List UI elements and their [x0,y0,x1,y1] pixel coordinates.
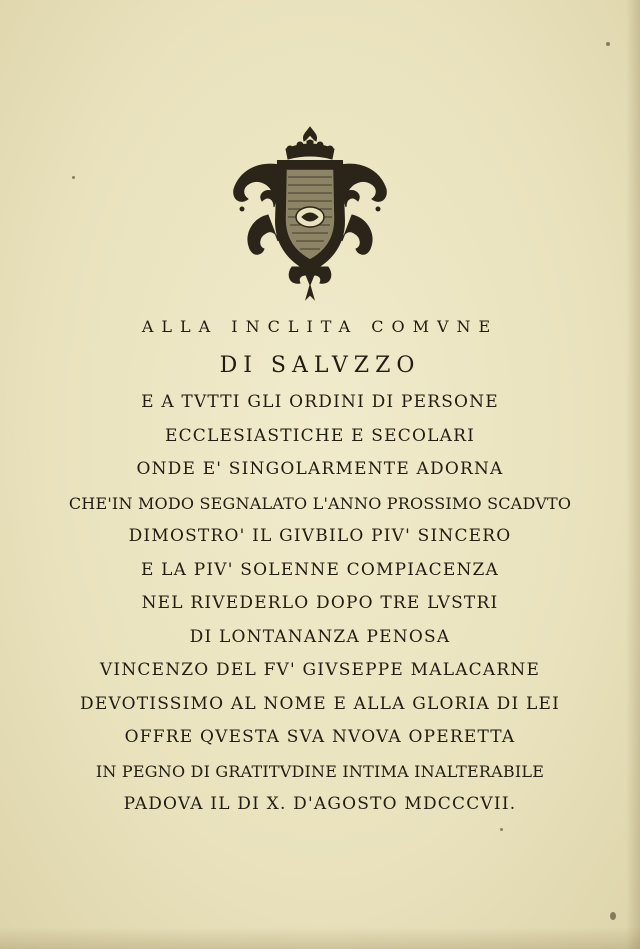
crest-engraving [228,125,392,305]
dedication-line-15: PADOVA IL DI X. D'AGOSTO MDCCCVII. [123,794,517,814]
dedication-text [0,310,640,822]
dedication-line-3: E A TVTTI GLI ORDINI DI PERSONE [141,392,499,412]
dedication-line-6: CHE'IN MODO SEGNALATO L'ANNO PROSSIMO SCADVTO [68,493,572,513]
paper-speck [500,828,503,831]
dedication-line-14: IN PEGNO DI GRATITVDINE INTIMA INALTERABILE [95,761,545,781]
dedication-line-13: OFFRE QVESTA SVA NVOVA OPERETTA [124,727,516,747]
paper-speck [72,176,75,179]
dedication-line-4: ECCLESIASTICHE E SECOLARI [164,425,475,446]
dedication-line-7: DIMOSTRO' IL GIVBILO PIV' SINCERO [128,526,512,546]
dedication-line-12: DEVOTISSIMO AL NOME E ALLA GLORIA DI LEI [80,693,560,714]
dedication-line-11: VINCENZO DEL FV' GIVSEPPE MALACARNE [99,660,541,680]
dedication-line-1: ALLA INCLITA COMVNE [141,317,499,336]
dedication-line-9: NEL RIVEDERLO DOPO TRE LVSTRI [141,593,499,613]
dedication-line-5: ONDE E' SINGOLARMENTE ADORNA [136,459,504,479]
page-bottom-shadow [0,927,640,949]
paper-speck [606,42,610,46]
dedication-line-10: DI LONTANANZA PENOSA [189,626,451,647]
paper-speck [610,912,616,920]
dedication-line-8: E LA PIV' SOLENNE COMPIACENZA [140,559,500,580]
coat-of-arms-icon [228,125,392,305]
dedication-line-2: DI SALVZZO [219,353,421,378]
